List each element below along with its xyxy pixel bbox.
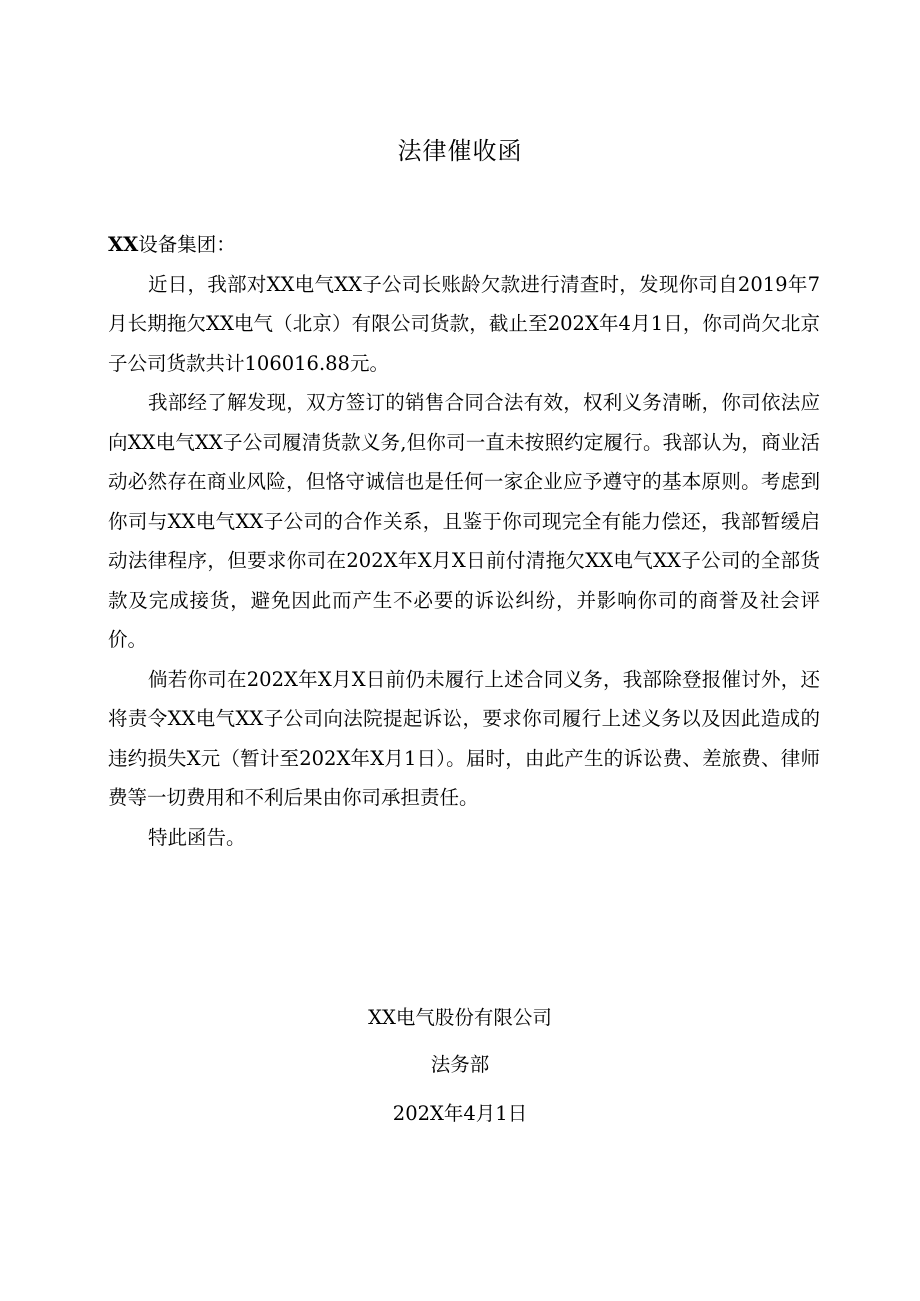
salutation-rest: 设备集团： [138,233,236,256]
paragraph-findings: 近日，我部对XX电气XX子公司长账龄欠款进行清查时，发现你司自2019年7月长期拖欠XX电气（北京）有限公司货款，截止至202X年4月1日，你司尚欠北京子公司货款共计106016.88元。 [108,272,820,375]
paragraph-consequence: 倘若你司在202X年X月X日前仍未履行上述合同义务，我部除登报催讨外，还将责令XX电气XX子公司向法院提起诉讼，要求你司履行上述义务以及因此造成的违约损失X元（暂计至202X年X月1日）。届时，由此产生的诉讼费、差旅费、律师费等一切费用和不利后果由你司承担责任。 [108,667,820,809]
signature-company: XX电气股份有限公司 [368,1006,552,1029]
paragraph-demand: 我部经了解发现，双方签订的销售合同合法有效，权利义务清晰，你司依法应向XX电气XX子公司履清货款义务,但你司一直未按照约定履行。我部认为，商业活动必然存在商业风险，但恪守诚信也是任何一家企业应予遵守的基本原则。考虑到你司与XX电气XX子公司的合作关系，且鉴于你司现完全有能力偿还，我部暂缓启动法律程序，但要求你司在202X年X月X日前付清拖欠XX电气XX子公司的全部货款及完成接货，避免因此而产生不必要的诉讼纠纷，并影响你司的商誉及社会评价。 [108,391,820,651]
salutation [108,225,820,265]
salutation-company: XX [108,233,139,256]
letter-title: 法律催收函 [397,137,523,165]
paragraph-closing: 特此函告。 [148,825,246,849]
signature-department: 法务部 [430,1053,490,1076]
signature-date: 202X年4月1日 [392,1102,528,1125]
letter-body [108,225,820,857]
